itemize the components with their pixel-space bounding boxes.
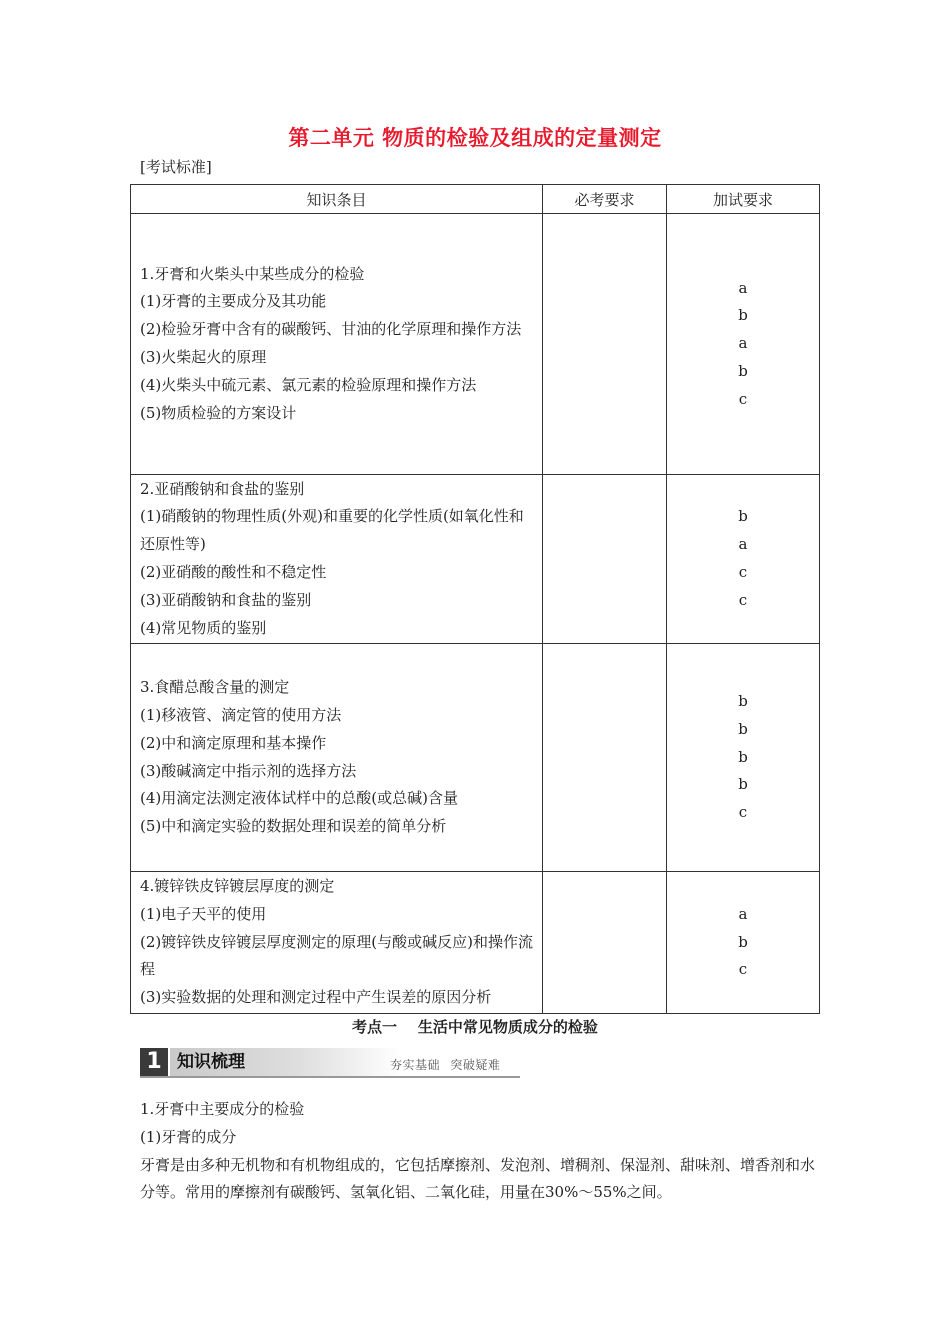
level-value: b	[738, 306, 748, 325]
required-level-cell	[543, 475, 667, 644]
list-item: (1)移液管、滴定管的使用方法	[140, 705, 342, 724]
header-advanced: 加试要求	[667, 185, 820, 214]
knowledge-items-cell	[131, 214, 543, 475]
body-text	[140, 1096, 820, 1207]
list-item: 4.镀锌铁皮锌镀层厚度的测定	[140, 877, 335, 895]
required-level-cell	[543, 644, 667, 872]
advanced-level-cell	[667, 475, 820, 644]
banner-underline	[140, 1076, 520, 1078]
level-value: a	[738, 278, 748, 297]
list-item: (5)物质检验的方案设计	[140, 403, 297, 422]
level-value: b	[738, 775, 748, 794]
required-level-cell	[543, 214, 667, 475]
list-item: (2)检验牙膏中含有的碳酸钙、甘油的化学原理和操作方法	[140, 320, 522, 339]
level-value: b	[738, 719, 748, 738]
table-header-row	[131, 185, 820, 214]
header-items: 知识条目	[131, 185, 543, 214]
knowledge-items-cell	[131, 644, 543, 872]
requirements-table	[130, 184, 820, 1014]
banner-number-badge: 1	[140, 1048, 168, 1076]
header-required: 必考要求	[543, 185, 667, 214]
list-item: (2)亚硝酸的酸性和不稳定性	[140, 563, 327, 581]
advanced-level-cell	[667, 214, 820, 475]
banner-label: 知识梳理	[170, 1048, 402, 1076]
standard-label: [考试标准]	[140, 158, 212, 176]
table-row	[131, 475, 820, 644]
list-item: 1.牙膏和火柴头中某些成分的检验	[140, 264, 365, 283]
advanced-level-cell	[667, 872, 820, 1014]
table-row	[131, 214, 820, 475]
level-value: b	[738, 932, 748, 951]
list-item: (1)牙膏的主要成分及其功能	[140, 292, 327, 311]
level-value: b	[738, 361, 748, 380]
advanced-level-cell	[667, 644, 820, 872]
level-value: c	[738, 960, 748, 979]
level-value: c	[738, 803, 748, 822]
knowledge-items-cell	[131, 475, 543, 644]
list-item: (2)镀锌铁皮锌镀层厚度测定的原理(与酸或碱反应)和操作流程	[140, 932, 533, 979]
level-value: b	[738, 692, 748, 710]
level-value: b	[738, 507, 748, 526]
level-value: c	[738, 563, 748, 581]
list-item: 3.食醋总酸含量的测定	[140, 678, 290, 697]
level-value: c	[738, 590, 748, 609]
list-item: (3)酸碱滴定中指示剂的选择方法	[140, 761, 357, 780]
body-subheading: (1)牙膏的成分	[140, 1127, 237, 1146]
level-value: a	[738, 904, 748, 923]
list-item: (3)亚硝酸钠和食盐的鉴别	[140, 590, 312, 609]
knowledge-items-cell	[131, 872, 543, 1014]
list-item: (5)中和滴定实验的数据处理和误差的简单分析	[140, 817, 447, 836]
list-item: (4)常见物质的鉴别	[140, 618, 267, 637]
list-item: 2.亚硝酸钠和食盐的鉴别	[140, 479, 305, 498]
section-heading: 考点一 生活中常见物质成分的检验	[352, 1018, 598, 1036]
level-value: a	[738, 334, 748, 353]
level-value: c	[738, 389, 748, 408]
list-item: (3)火柴起火的原理	[140, 348, 267, 366]
body-heading: 1.牙膏中主要成分的检验	[140, 1100, 305, 1118]
list-item: (1)硝酸钠的物理性质(外观)和重要的化学性质(如氧化性和还原性等)	[140, 507, 524, 554]
list-item: (2)中和滴定原理和基本操作	[140, 733, 327, 752]
level-value: b	[738, 747, 748, 766]
knowledge-banner	[140, 1047, 520, 1079]
banner-subtitle: 夯实基础 突破疑难	[390, 1058, 501, 1072]
required-level-cell	[543, 872, 667, 1014]
list-item: (1)电子天平的使用	[140, 904, 267, 923]
table-row	[131, 872, 820, 1014]
list-item: (3)实验数据的处理和测定过程中产生误差的原因分析	[140, 988, 492, 1007]
level-value: a	[738, 535, 748, 554]
list-item: (4)用滴定法测定液体试样中的总酸(或总碱)含量	[140, 789, 458, 808]
list-item: (4)火柴头中硫元素、氯元素的检验原理和操作方法	[140, 375, 477, 394]
page-title: 第二单元 物质的检验及组成的定量测定	[288, 126, 662, 150]
table-row	[131, 644, 820, 872]
body-paragraph: 牙膏是由多种无机物和有机物组成的，它包括摩擦剂、发泡剂、增稠剂、保湿剂、甜味剂、增香剂和水分等。常用的摩擦剂有碳酸钙、氢氧化铝、二氧化硅，用量在30%～55%之间。	[140, 1155, 816, 1202]
